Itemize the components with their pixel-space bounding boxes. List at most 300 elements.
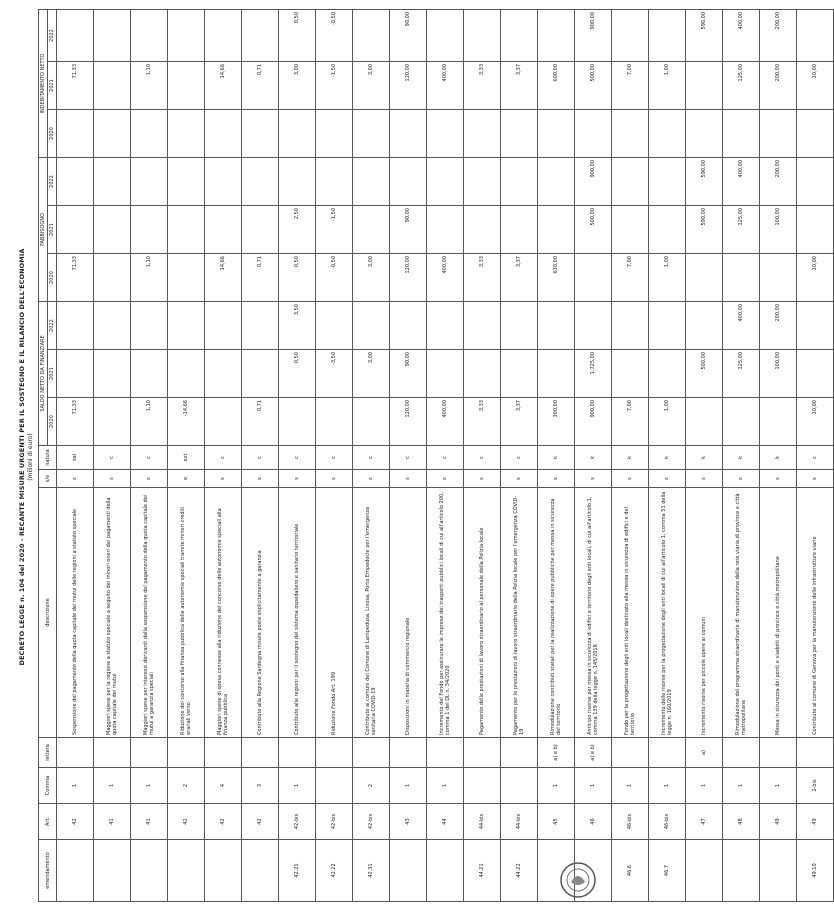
snf-value [797,302,834,350]
ind-value [427,109,464,157]
snf-value [57,350,94,398]
row-art: 49 [797,804,834,840]
snf-value: 120,00 [390,398,427,446]
fab-value [464,157,501,205]
year-header: 2021 [48,61,57,109]
row-se: s [686,470,723,488]
ind-value [57,109,94,157]
snf-value: 71,33 [57,398,94,446]
row-se: s [131,470,168,488]
fab-value [649,206,686,254]
fab-value [316,157,353,205]
row-natura: k [612,446,649,470]
ind-value [168,61,205,109]
table-row [612,9,649,901]
fab-value [464,206,501,254]
fab-value [131,206,168,254]
snf-value [686,302,723,350]
ind-value: 10,00 [797,61,834,109]
fab-value: 900,00 [575,157,612,205]
ind-value: 590,00 [686,9,723,61]
row-comma: 1 [612,768,649,804]
row-lettera [649,738,686,768]
row-description: Disposizioni in materia di commercio regionale [390,488,427,738]
snf-value: -14,66 [168,398,205,446]
snf-value [427,302,464,350]
row-comma: 1 [427,768,464,804]
row-lettera [797,738,834,768]
snf-value: 400,00 [723,302,760,350]
stamp-seal-icon [558,860,598,900]
table-row [168,9,205,901]
ind-value [279,109,316,157]
row-lettera [57,738,94,768]
snf-value: 100,00 [760,350,797,398]
snf-value [242,350,279,398]
row-comma: 1 [649,768,686,804]
year-header: 2022 [48,9,57,61]
row-natura: c [94,446,131,470]
row-art: 46 [575,804,612,840]
ind-value: 400,00 [427,61,464,109]
fab-value [168,254,205,302]
fab-value [168,157,205,205]
fab-value [390,157,427,205]
ind-value: 3,00 [279,61,316,109]
rotated-sheet [12,11,818,902]
row-natura: c [316,446,353,470]
row-art: 48 [723,804,760,840]
snf-value: 300,00 [538,398,575,446]
fab-value: 100,00 [760,206,797,254]
fab-value [538,157,575,205]
fab-value [427,157,464,205]
fab-value: 3,00 [353,254,390,302]
row-emendamento: 42.31 [353,840,390,902]
fab-value [242,157,279,205]
row-description: Messa in sicurezza dei ponti e viadotti di province e città metropolitane [760,488,797,738]
row-natura: k [686,446,723,470]
fab-value [168,206,205,254]
row-se: s [57,470,94,488]
row-emendamento [94,840,131,902]
ind-value [94,109,131,157]
fab-value: 125,00 [723,206,760,254]
fab-value: 0,71 [242,254,279,302]
row-art: 45 [538,804,575,840]
ind-value: -1,50 [316,61,353,109]
row-se: s [205,470,242,488]
row-description: Maggiori spese per interessi derivanti dalla sospensione del pagamento della quota capitale dei mutui a garanzia speciali [131,488,168,738]
row-lettera [353,738,390,768]
ind-value: 90,00 [390,9,427,61]
row-natura: c [501,446,538,470]
row-description: Maggiori spese per la regione a statuto speciale a seguito dei minori oneri dei pagamenti della quota capitale dei mutui [94,488,131,738]
row-natura: k [649,446,686,470]
row-lettera [279,738,316,768]
fab-value [242,206,279,254]
ind-value [168,109,205,157]
snf-value [316,398,353,446]
row-emendamento [242,840,279,902]
row-art: 42 [57,804,94,840]
snf-value [353,302,390,350]
fab-value: -1,50 [316,206,353,254]
header-emendamento: emendamento [39,840,57,902]
fab-value [205,157,242,205]
snf-value [649,350,686,398]
ind-value [242,109,279,157]
row-description: Contributo ai comuni del Comune di Lampedusa, Linosa, Porto Empedocle per l'emergenza sanitaria COVID-19 [353,488,390,738]
ind-value: -0,50 [316,9,353,61]
header-comma: Comma [39,768,57,804]
snf-value: 1,00 [649,398,686,446]
ind-value: 400,00 [723,9,760,61]
header-se: s/e [39,470,57,488]
row-art: 42-bis [353,804,390,840]
row-comma: 3 [242,768,279,804]
fab-value: 7,00 [612,254,649,302]
row-comma: 1 [131,768,168,804]
snf-value: 0,50 [279,350,316,398]
snf-value: 90,00 [390,350,427,398]
snf-value [612,350,649,398]
year-header: 2021 [48,206,57,254]
snf-value [131,302,168,350]
row-lettera [131,738,168,768]
fab-value [723,254,760,302]
row-comma: 2 [168,768,205,804]
row-natura: ext [168,446,205,470]
fab-value [131,157,168,205]
row-emendamento [131,840,168,902]
row-comma: 1 [723,768,760,804]
row-lettera: a) [686,738,723,768]
snf-value [205,398,242,446]
fab-value: 500,00 [575,206,612,254]
row-lettera [723,738,760,768]
ind-value [797,109,834,157]
fab-value [427,206,464,254]
table-row [279,9,316,901]
fab-value: 590,00 [686,206,723,254]
table-row [464,9,501,901]
row-art: 42 [242,804,279,840]
fab-value: 120,00 [390,254,427,302]
fab-value [353,157,390,205]
ind-value [501,109,538,157]
row-art: 42 [205,804,242,840]
table-row [538,9,575,901]
ind-value: 3,37 [501,61,538,109]
row-lettera: a) e b) [575,738,612,768]
fab-value: 400,00 [427,254,464,302]
row-art: 44-bis [501,804,538,840]
snf-value: 3,33 [464,398,501,446]
row-se: s [797,470,834,488]
row-description: Maggiori spese di spesa connesse alla riduzione del concorso delle autonomie speciali alla finanza pubblica [205,488,242,738]
row-emendamento: 44.21 [464,840,501,902]
header-saldo-netto: SALDO NETTO DA FINANZIARE [39,302,48,446]
snf-value [427,350,464,398]
fab-value: 590,00 [686,157,723,205]
ind-value [686,61,723,109]
snf-value: 10,00 [797,398,834,446]
year-header: 2020 [48,254,57,302]
snf-value: 200,00 [760,302,797,350]
row-description: Contributo al comune di Genova per la manutenzione delle infrastrutture viarie [797,488,834,738]
year-header: 2020 [48,109,57,157]
row-se: s [316,470,353,488]
year-header: 2021 [48,350,57,398]
snf-value: 7,00 [612,398,649,446]
table-body [57,9,834,901]
fab-value [353,206,390,254]
row-se: s [279,470,316,488]
snf-value [94,302,131,350]
year-header: 2020 [48,398,57,446]
ind-value [316,109,353,157]
ind-value [612,9,649,61]
table-row [131,9,168,901]
row-comma [464,768,501,804]
row-se: s [427,470,464,488]
snf-value [760,398,797,446]
row-natura: c [464,446,501,470]
row-comma: 1 [94,768,131,804]
row-se: e [168,470,205,488]
ind-value [538,109,575,157]
row-emendamento: 42.22 [316,840,353,902]
row-natura: k [723,446,760,470]
fab-value [575,254,612,302]
row-comma: 1 [575,768,612,804]
fab-value: 1,00 [649,254,686,302]
row-natura: k [538,446,575,470]
ind-value [242,9,279,61]
row-natura: c [353,446,390,470]
ind-value [205,9,242,61]
table-row [57,9,94,901]
snf-value: 500,00 [686,350,723,398]
header-art: Art. [39,804,57,840]
row-natura: c [242,446,279,470]
year-header: 2022 [48,302,57,350]
row-lettera [94,738,131,768]
row-comma: 1 [760,768,797,804]
ind-value [131,9,168,61]
ind-value: 1,00 [649,61,686,109]
row-comma: 1 [686,768,723,804]
table-row [242,9,279,901]
row-description: Contributo alla Regione Sardegna misure poste esplicitamente a garanzia [242,488,279,738]
ind-value: 500,00 [575,61,612,109]
row-lettera [612,738,649,768]
ind-value [131,109,168,157]
row-emendamento [760,840,797,902]
row-se: s [612,470,649,488]
ind-value [94,61,131,109]
row-description: Riduzione del concorso alla finanza pubblica delle autonomie speciali tramite minori crediti erariali verso [168,488,205,738]
ind-value: 600,00 [538,61,575,109]
ind-value [575,109,612,157]
snf-value [168,302,205,350]
table-row [205,9,242,901]
snf-value [279,398,316,446]
ind-value [649,9,686,61]
fab-value [279,157,316,205]
snf-value: 125,00 [723,350,760,398]
fab-value: 630,00 [538,254,575,302]
row-lettera [427,738,464,768]
row-description: Riduzione Fondo Art. 199 [316,488,353,738]
fab-value: -0,50 [316,254,353,302]
row-description: Fondo per la progettazione degli enti locali destinato alla messa in sicurezza di edifici e del territorio [612,488,649,738]
row-comma: 1 [538,768,575,804]
snf-value [649,302,686,350]
row-art: 42 [168,804,205,840]
snf-value: -3,50 [316,350,353,398]
ind-value: 200,00 [760,61,797,109]
ind-value: 14,66 [205,61,242,109]
snf-value [723,398,760,446]
snf-value [94,350,131,398]
row-art: 46-bis [612,804,649,840]
table-row [316,9,353,901]
fab-value [94,157,131,205]
ind-value: 120,00 [390,61,427,109]
table-row [501,9,538,901]
fab-value [94,254,131,302]
ind-value [723,109,760,157]
fab-value [501,206,538,254]
row-lettera [242,738,279,768]
ind-value: 0,71 [242,61,279,109]
ind-value [205,109,242,157]
table-row [390,9,427,901]
fab-value: 90,00 [390,206,427,254]
row-description: Pagamento per le prestazioni di lavoro straordinario della Polizia locale per l'emergenza COVID-19 [501,488,538,738]
row-natura: k [760,446,797,470]
snf-value [205,302,242,350]
row-comma: 2-bis [797,768,834,804]
ind-value [464,109,501,157]
ind-value: 3,33 [464,61,501,109]
row-art: 42-bis [316,804,353,840]
ind-value: 71,33 [57,61,94,109]
ind-value [501,9,538,61]
row-emendamento: 46.7 [649,840,686,902]
ind-value [760,109,797,157]
snf-value: 400,00 [427,398,464,446]
ind-value [168,9,205,61]
fab-value [501,157,538,205]
fab-value: 3,37 [501,254,538,302]
ind-value [686,109,723,157]
snf-value: 0,71 [242,398,279,446]
table-row [353,9,390,901]
row-description: Rimodulazione del programma straordinario di manutenzione della rete viaria di province e città metropolitane [723,488,760,738]
fab-value [686,254,723,302]
row-se: s [242,470,279,488]
row-description: Incremento risorse per piccole opere ai comuni [686,488,723,738]
snf-value [94,398,131,446]
row-description: Anticipo risorse per messa in sicurezza di edifici e territorio degli enti locali, di cui all'articolo 1, comma 139 della legge n. 145/2018 [575,488,612,738]
row-lettera [205,738,242,768]
row-comma: 4 [205,768,242,804]
row-art: 41 [94,804,131,840]
fab-value: 0,50 [279,254,316,302]
fab-value: 400,00 [723,157,760,205]
snf-value [501,302,538,350]
row-se: s [538,470,575,488]
fab-value: 10,00 [797,254,834,302]
ind-value [649,109,686,157]
snf-value [390,302,427,350]
row-emendamento [723,840,760,902]
row-se: s [501,470,538,488]
fab-value [538,206,575,254]
header-fabbisogno: FABBISOGNO [39,157,48,301]
row-se: s [390,470,427,488]
row-description: Incremento delle risorse per la progettazione degli enti locali di cui all'articolo 1, comma 51 della legge n. 160/2019 [649,488,686,738]
fab-value [57,157,94,205]
row-natura: sal [57,446,94,470]
row-comma: 1 [57,768,94,804]
row-lettera [760,738,797,768]
row-comma: 1 [390,768,427,804]
row-lettera [464,738,501,768]
row-art: 42-bis [279,804,316,840]
row-se: s [353,470,390,488]
row-emendamento [168,840,205,902]
snf-value [686,398,723,446]
row-art: 43 [390,804,427,840]
table-row [649,9,686,901]
ind-value: 3,00 [353,61,390,109]
ind-value [464,9,501,61]
fab-value [57,206,94,254]
ind-value [538,9,575,61]
fab-value: 71,33 [57,254,94,302]
fab-value: 3,33 [464,254,501,302]
ind-value [94,9,131,61]
header-natura: natura [39,446,57,470]
row-lettera: a) e b) [538,738,575,768]
row-lettera [316,738,353,768]
row-natura: c [279,446,316,470]
row-natura: k [575,446,612,470]
row-se: s [464,470,501,488]
row-natura: c [205,446,242,470]
table-row [427,9,464,901]
row-emendamento [390,840,427,902]
ind-value: 200,00 [760,9,797,61]
row-emendamento: 49.10 [797,840,834,902]
fab-value [760,254,797,302]
document-subtitle: (milioni di euro) [27,433,34,481]
snf-value [242,302,279,350]
fab-value [797,206,834,254]
snf-value [168,350,205,398]
row-natura: c [797,446,834,470]
snf-value [797,350,834,398]
fab-value [612,206,649,254]
fab-value [205,206,242,254]
row-art: 44 [427,804,464,840]
snf-value: 3,37 [501,398,538,446]
fab-value: 14,66 [205,254,242,302]
